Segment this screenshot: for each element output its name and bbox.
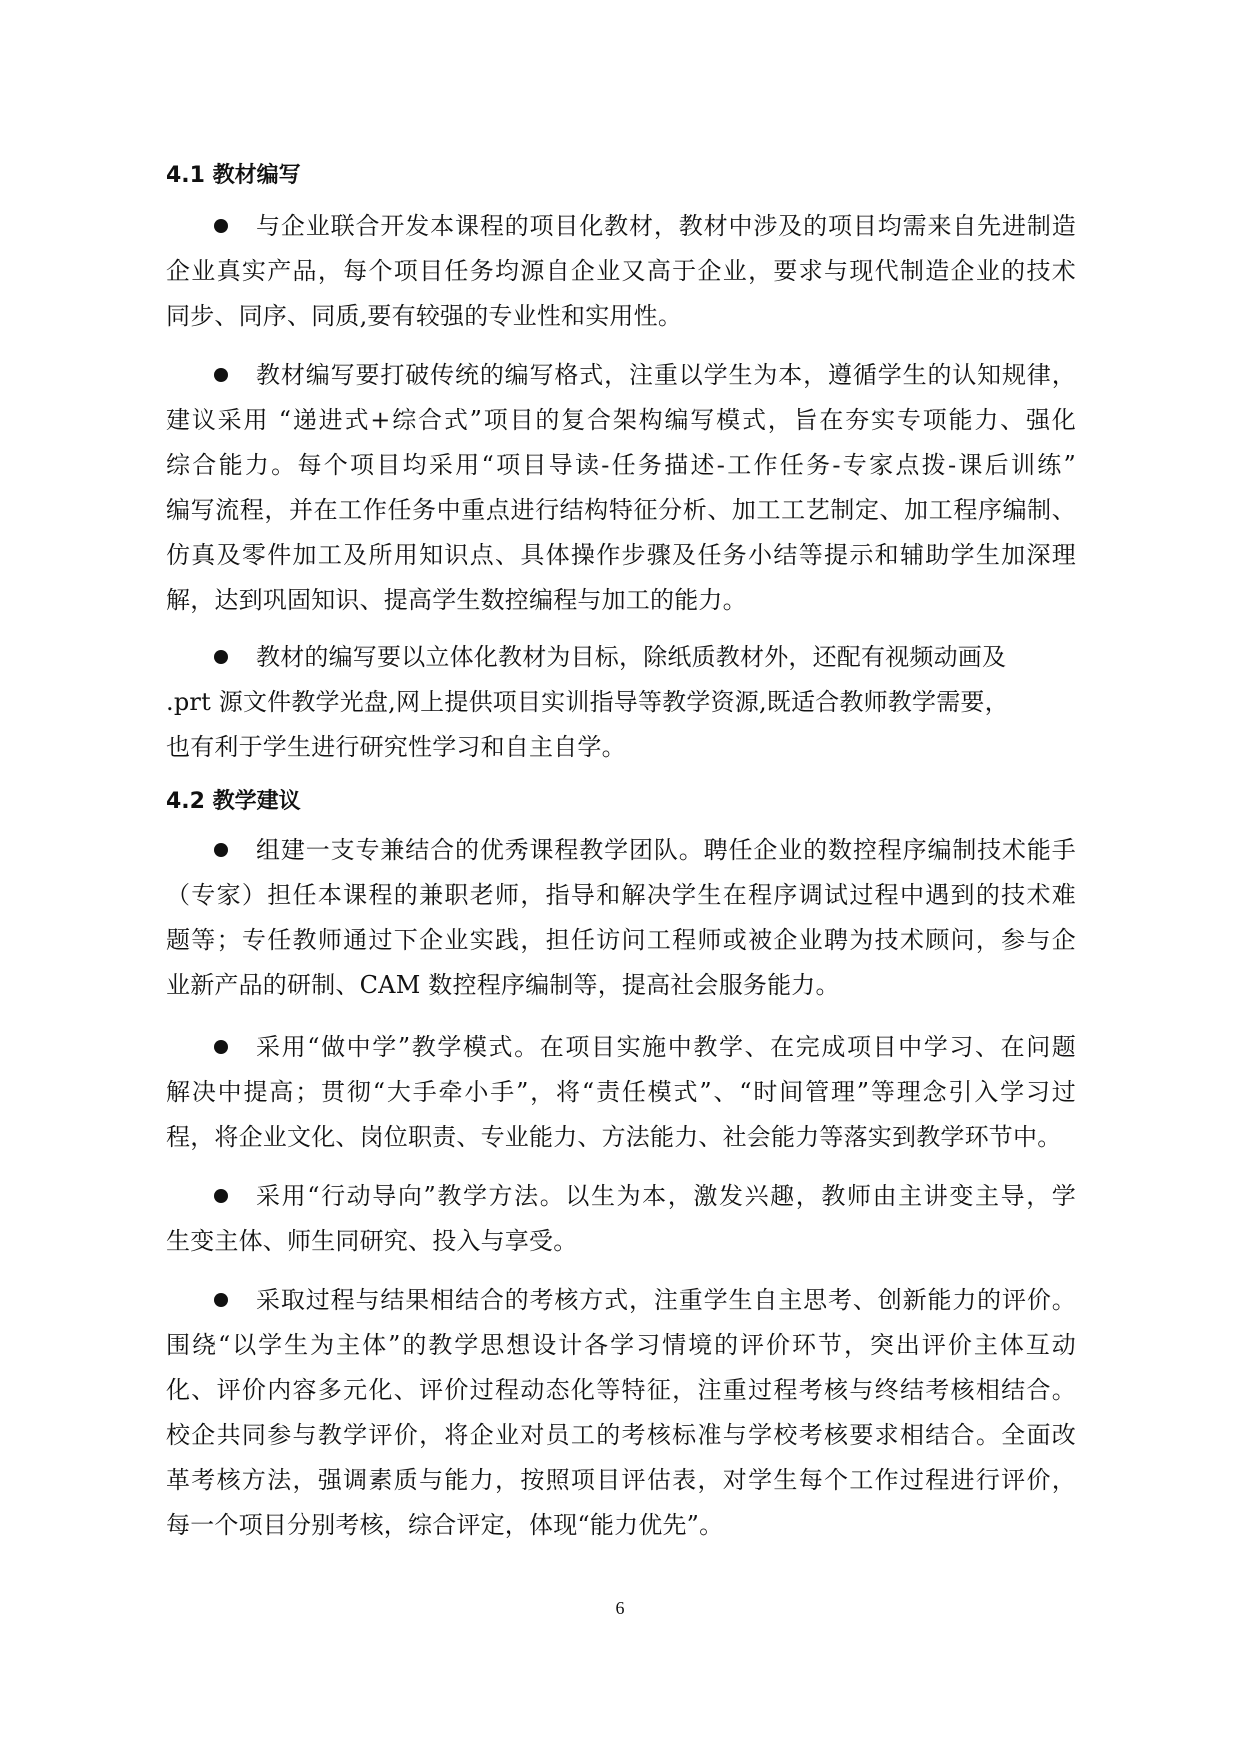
paragraph-line: 程，将企业文化、岗位职责、专业能力、方法能力、社会能力等落实到教学环节中。	[166, 1123, 1062, 1151]
bullet-icon	[214, 650, 228, 664]
paragraph-line: （专家）担任本课程的兼职老师，指导和解决学生在程序调试过程中遇到的技术难	[166, 881, 1076, 909]
bullet-icon	[214, 219, 228, 233]
paragraph-line: 题等；专任教师通过下企业实践，担任访问工程师或被企业聘为技术顾问，参与企	[166, 926, 1076, 954]
paragraph-line: 采用“做中学”教学模式。在项目实施中教学、在完成项目中学习、在问题	[256, 1033, 1076, 1061]
paragraph-line: 解决中提高；贯彻“大手牵小手”，将“责任模式”、“时间管理”等理念引入学习过	[166, 1078, 1076, 1106]
paragraph-line: 与企业联合开发本课程的项目化教材，教材中涉及的项目均需来自先进制造	[256, 212, 1076, 240]
paragraph-line: 建议采用 “递进式+综合式”项目的复合架构编写模式，旨在夯实专项能力、强化	[166, 406, 1076, 434]
bullet-icon	[214, 843, 228, 857]
paragraph-line: 解，达到巩固知识、提高学生数控编程与加工的能力。	[166, 586, 747, 614]
paragraph-line: 采取过程与结果相结合的考核方式，注重学生自主思考、创新能力的评价。	[256, 1286, 1076, 1314]
paragraph-line: 校企共同参与教学评价，将企业对员工的考核标准与学校考核要求相结合。全面改	[166, 1421, 1076, 1449]
paragraph-line: 同步、同序、同质,要有较强的专业性和实用性。	[166, 302, 683, 330]
paragraph-line: 业新产品的研制、CAM 数控程序编制等，提高社会服务能力。	[166, 971, 840, 999]
section-heading: 4.1 教材编写	[166, 163, 301, 188]
paragraph-line: .prt 源文件教学光盘,网上提供项目实训指导等教学资源,既适合教师教学需要，	[166, 688, 1009, 716]
bullet-icon	[214, 368, 228, 382]
paragraph-line: 教材编写要打破传统的编写格式，注重以学生为本，遵循学生的认知规律，	[256, 361, 1076, 389]
paragraph-line: 每一个项目分别考核，综合评定，体现“能力优先”。	[166, 1511, 724, 1539]
bullet-icon	[214, 1293, 228, 1307]
paragraph-line: 生变主体、师生同研究、投入与享受。	[166, 1227, 578, 1255]
paragraph-line: 采用“行动导向”教学方法。以生为本，激发兴趣，教师由主讲变主导，学	[256, 1182, 1076, 1210]
page-number: 6	[615, 1598, 625, 1618]
paragraph-line: 教材的编写要以立体化教材为目标，除纸质教材外，还配有视频动画及	[256, 643, 1007, 671]
paragraph-line: 企业真实产品，每个项目任务均源自企业又高于企业，要求与现代制造企业的技术	[166, 257, 1076, 285]
paragraph-line: 编写流程，并在工作任务中重点进行结构特征分析、加工工艺制定、加工程序编制、	[166, 496, 1076, 524]
paragraph-line: 组建一支专兼结合的优秀课程教学团队。聘任企业的数控程序编制技术能手	[256, 836, 1076, 864]
section-heading: 4.2 教学建议	[166, 789, 301, 814]
paragraph-line: 化、评价内容多元化、评价过程动态化等特征，注重过程考核与终结考核相结合。	[166, 1376, 1076, 1404]
paragraph-line: 围绕“以学生为主体”的教学思想设计各学习情境的评价环节，突出评价主体互动	[166, 1331, 1076, 1359]
paragraph-line: 仿真及零件加工及所用知识点、具体操作步骤及任务小结等提示和辅助学生加深理	[166, 541, 1076, 569]
bullet-icon	[214, 1040, 228, 1054]
bullet-icon	[214, 1189, 228, 1203]
paragraph-line: 综合能力。每个项目均采用“项目导读-任务描述-工作任务-专家点拨-课后训练”	[166, 451, 1076, 479]
paragraph-line: 革考核方法，强调素质与能力，按照项目评估表，对学生每个工作过程进行评价，	[166, 1466, 1076, 1494]
paragraph-line: 也有利于学生进行研究性学习和自主自学。	[166, 733, 626, 761]
